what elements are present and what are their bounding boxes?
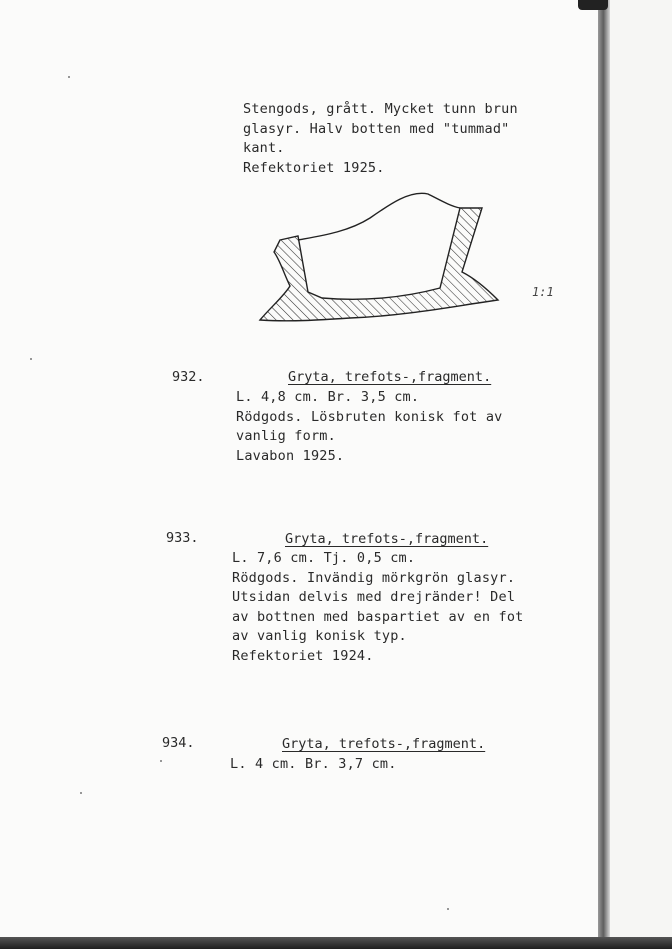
vessel-rim-outline [298, 193, 460, 240]
entry-line: Rödgods. Lösbruten konisk fot av [236, 408, 503, 425]
entry-title: Gryta, trefots-,fragment. [282, 736, 486, 752]
entry-line: Utsidan delvis med drejränder! Del [232, 589, 516, 606]
scan-speck [80, 792, 82, 794]
scan-corner-mark [578, 0, 608, 10]
entry-details [236, 388, 503, 466]
scan-bottom-edge [0, 937, 672, 949]
facing-page-edge [610, 0, 672, 949]
hatched-section [260, 208, 498, 321]
entry-details [230, 755, 397, 775]
entry-number: 933. [166, 530, 199, 546]
description-line: Refektoriet 1925. [243, 159, 385, 176]
scale-label: 1:1 [532, 285, 554, 299]
scan-speck [160, 760, 162, 762]
entry-details [232, 549, 523, 667]
scan-speck [447, 908, 449, 910]
entry-line: Lavabon 1925. [236, 447, 345, 464]
entry-number: 934. [162, 735, 195, 751]
description-line: kant. [243, 140, 285, 157]
entry-title: Gryta, trefots-,fragment. [288, 369, 492, 385]
entry-line: L. 7,6 cm. Tj. 0,5 cm. [232, 550, 416, 566]
entry-line: vanlig form. [236, 428, 336, 445]
scan-speck [30, 358, 32, 360]
entry-line: L. 4 cm. Br. 3,7 cm. [230, 756, 397, 772]
entry-line: Refektoriet 1924. [232, 647, 374, 664]
entry-line: av bottnen med baspartiet av en fot [232, 608, 524, 625]
entry-number: 932. [172, 369, 205, 385]
entry-line: av vanlig konisk typ. [232, 628, 407, 645]
sherd-profile-drawing [250, 184, 510, 326]
previous-entry-description [243, 100, 518, 178]
book-binding [598, 0, 610, 949]
entry-line: Rödgods. Invändig mörkgrön glasyr. [232, 569, 516, 586]
scan-speck [68, 76, 70, 78]
entry-title: Gryta, trefots-,fragment. [285, 531, 489, 547]
description-line: glasyr. Halv botten med "tummad" [243, 120, 510, 137]
description-line: Stengods, grått. Mycket tunn brun [243, 101, 518, 117]
entry-line: L. 4,8 cm. Br. 3,5 cm. [236, 389, 420, 405]
